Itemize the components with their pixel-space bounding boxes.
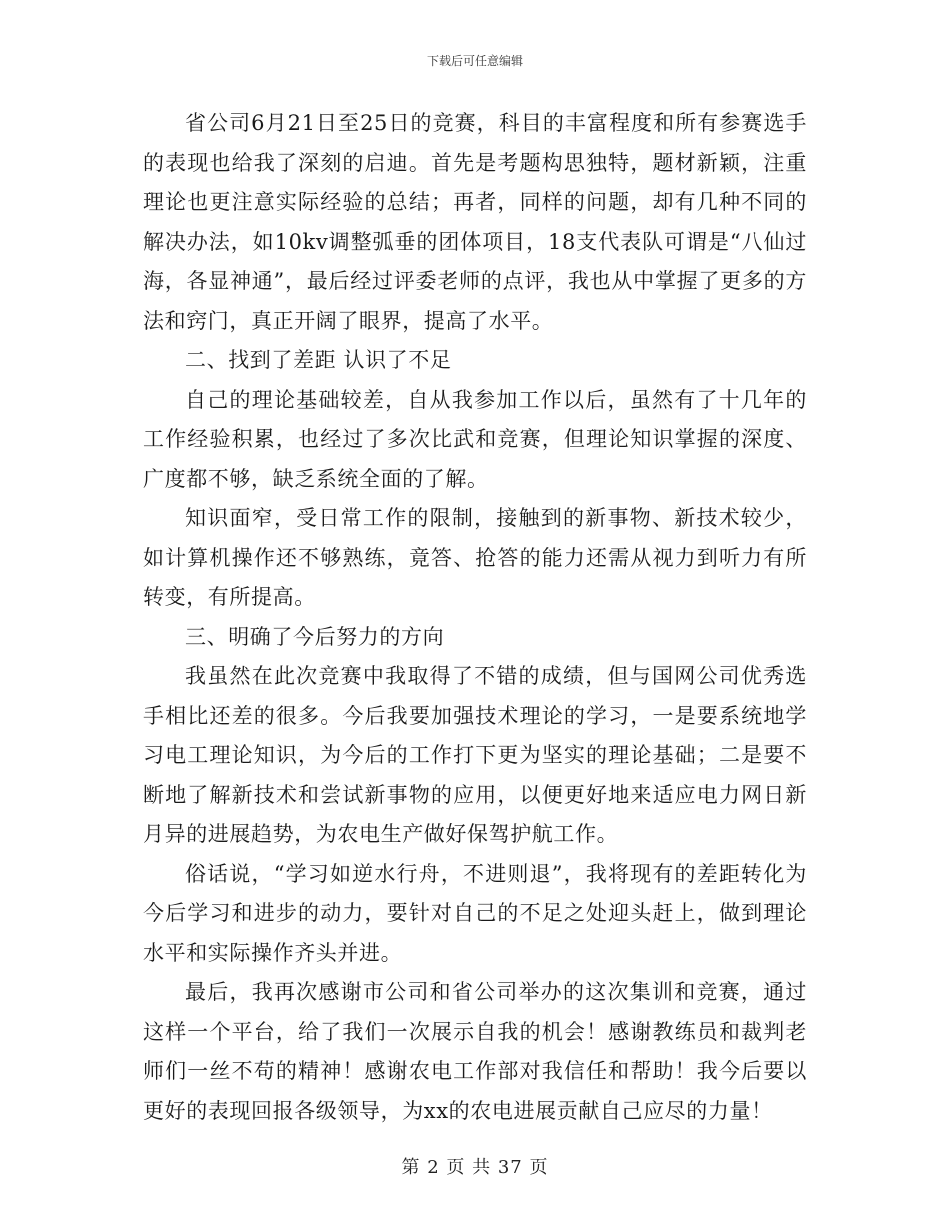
paragraph-closing-thanks: 最后，我再次感谢市公司和省公司举办的这次集训和竞赛，通过这样一个平台，给了我们一次展示自我的机会！感谢教练员和裁判老师们一丝不苟的精神！感谢农电工作部对我信任和帮助！我今后要以更好的表现回报各级领导，为xx的农电进展贡献自己应尽的力量！ bbox=[143, 980, 807, 1123]
page-header: 下载后可任意编辑 bbox=[426, 54, 523, 68]
paragraph-theory-foundation: 自己的理论基础较差，自从我参加工作以后，虽然有了十几年的工作经验积累，也经过了多次比武和竞赛，但理论知识掌握的深度、广度都不够，缺乏系统全面的了解。 bbox=[143, 387, 807, 491]
section-heading-gap: 二、找到了差距 认识了不足 bbox=[185, 348, 452, 372]
paragraph-study-plan: 我虽然在此次竞赛中我取得了不错的成绩，但与国网公司优秀选手相比还差的很多。今后我要加强技术理论的学习，一是要系统地学习电工理论知识，为今后的工作打下更为坚实的理论基础；二是要不断地了解新技术和尝试新事物的应用，以便更好地来适应电力网日新月异的进展趋势，为农电生产做好保驾护航工作。 bbox=[143, 664, 807, 846]
paragraph-proverb: 俗话说，“学习如逆水行舟，不进则退”，我将现有的差距转化为今后学习和进步的动力，要针对自己的不足之处迎头赶上，做到理论水平和实际操作齐头并进。 bbox=[143, 861, 807, 965]
document-body bbox=[143, 104, 807, 1131]
paragraph-narrow-knowledge: 知识面窄，受日常工作的限制，接触到的新事物、新技术较少，如计算机操作还不够熟练，竟答、抢答的能力还需从视力到听力有所转变，有所提高。 bbox=[143, 506, 807, 609]
section-heading-direction: 三、明确了今后努力的方向 bbox=[185, 624, 445, 649]
paragraph-competition-reflection: 省公司6月21日至25日的竞赛，科目的丰富程度和所有参赛选手的表现也给我了深刻的启迪。首先是考题构思独特，题材新颖，注重理论也更注意实际经验的总结；再者，同样的问题，却有几种不同的解决办法，如10kv调整弧垂的团体项目，18支代表队可谓是“八仙过海，各显神通”，最后经过评委老师的点评，我也从中掌握了更多的方法和窍门，真正开阔了眼界，提高了水平。 bbox=[143, 111, 807, 333]
page-number-footer: 第 2 页 共 37 页 bbox=[401, 1157, 549, 1178]
